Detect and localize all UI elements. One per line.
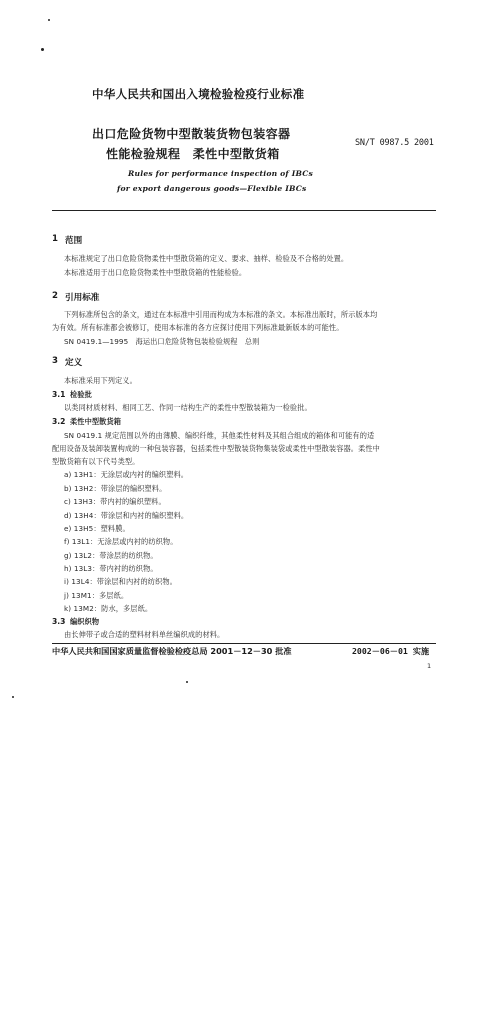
list-item: h) 13L3：带内衬的纺织物。 [64,564,158,573]
list-item: j) 13M1：多层纸。 [64,591,129,600]
standard-title-line1: 出口危险货物中型散装货物包装容器 [92,127,291,141]
referenced-standard: SN 0419.1—1995 海运出口危险货物包装检验规程 总则 [64,337,260,346]
list-item: g) 13L2：带涂层的纺织物。 [64,551,158,560]
subsection-title: 编织织物 [70,617,100,626]
list-item: f) 13L1：无涂层或内衬的纺织物。 [64,537,178,546]
list-item: d) 13H4：带涂层和内衬的编织塑料。 [64,511,189,520]
page-number: 1 [427,662,432,670]
section-number: 1 [52,234,58,244]
standard-code: SN/T 0987.5 2001 [355,138,434,148]
section-title: 引用标准 [65,293,100,303]
paragraph: SN 0419.1 规定范围以外的由薄膜、编织纤维，其他柔性材料及其组合组成的箱体和可能有的适 [64,431,375,440]
section-title: 定义 [65,358,83,368]
scan-speck [12,696,14,698]
list-item: c) 13H3：带内衬的编织塑料。 [64,497,166,506]
list-item: b) 13H2：带涂层的编织塑料。 [64,484,167,493]
paragraph: 为有效。所有标准都会被修订，使用本标准的各方应探讨使用下列标准最新版本的可能性。 [52,323,344,332]
section-number: 3 [52,356,58,366]
approval-statement: 中华人民共和国国家质量监督检验检疫总局 2001－12－30 批准 [52,646,292,656]
paragraph: 配用设备及装卸装置构成的一种包装容器，包括柔性中型散装货物集装袋或柔性中型散装容器。柔性中 [52,444,380,453]
paragraph: 型散货箱有以下代号类型。 [52,457,140,466]
scan-speck [186,681,188,683]
list-item: a) 13H1：无涂层或内衬的编织塑料。 [64,470,189,479]
header-divider [52,210,436,211]
list-item: i) 13L4：带涂层和内衬的纺织物。 [64,577,177,586]
paragraph: 本标准采用下列定义。 [64,376,137,385]
section-number: 2 [52,291,58,301]
footer-divider [52,643,436,644]
issuing-organization: 中华人民共和国出入境检验检疫行业标准 [92,87,305,101]
paragraph: 由长伸带子或合适的塑料材料单丝编织成的材料。 [64,630,225,639]
subsection-title: 检验批 [70,390,92,399]
english-title-line1: Rules for performance inspection of IBCs [128,169,313,178]
subsection-title: 柔性中型散货箱 [70,417,122,426]
paragraph: 本标准规定了出口危险货物柔性中型散货箱的定义、要求、抽样、检验及不合格的处置。 [64,254,349,263]
scan-speck [48,19,50,21]
scan-speck [41,48,44,51]
standard-title-line2: 性能检验规程 柔性中型散货箱 [106,147,280,161]
paragraph: 以类同材质材料、相同工艺、作同一结构生产的柔性中型散装箱为一检验批。 [64,403,312,412]
paragraph: 本标准适用于出口危险货物柔性中型散货箱的性能检验。 [64,268,247,277]
subsection-number: 3.3 [52,617,66,626]
subsection-number: 3.1 [52,390,66,399]
subsection-number: 3.2 [52,417,66,426]
implementation-date: 2002－06－01 实施 [352,646,430,656]
list-item: k) 13M2：防水，多层纸。 [64,604,153,613]
list-item: e) 13H5：塑料膜。 [64,524,130,533]
paragraph: 下列标准所包含的条文，通过在本标准中引用而构成为本标准的条文。本标准出版时，所示版本均 [64,310,378,319]
english-title-line2: for export dangerous goods—Flexible IBCs [117,184,307,193]
section-title: 范围 [65,236,83,246]
